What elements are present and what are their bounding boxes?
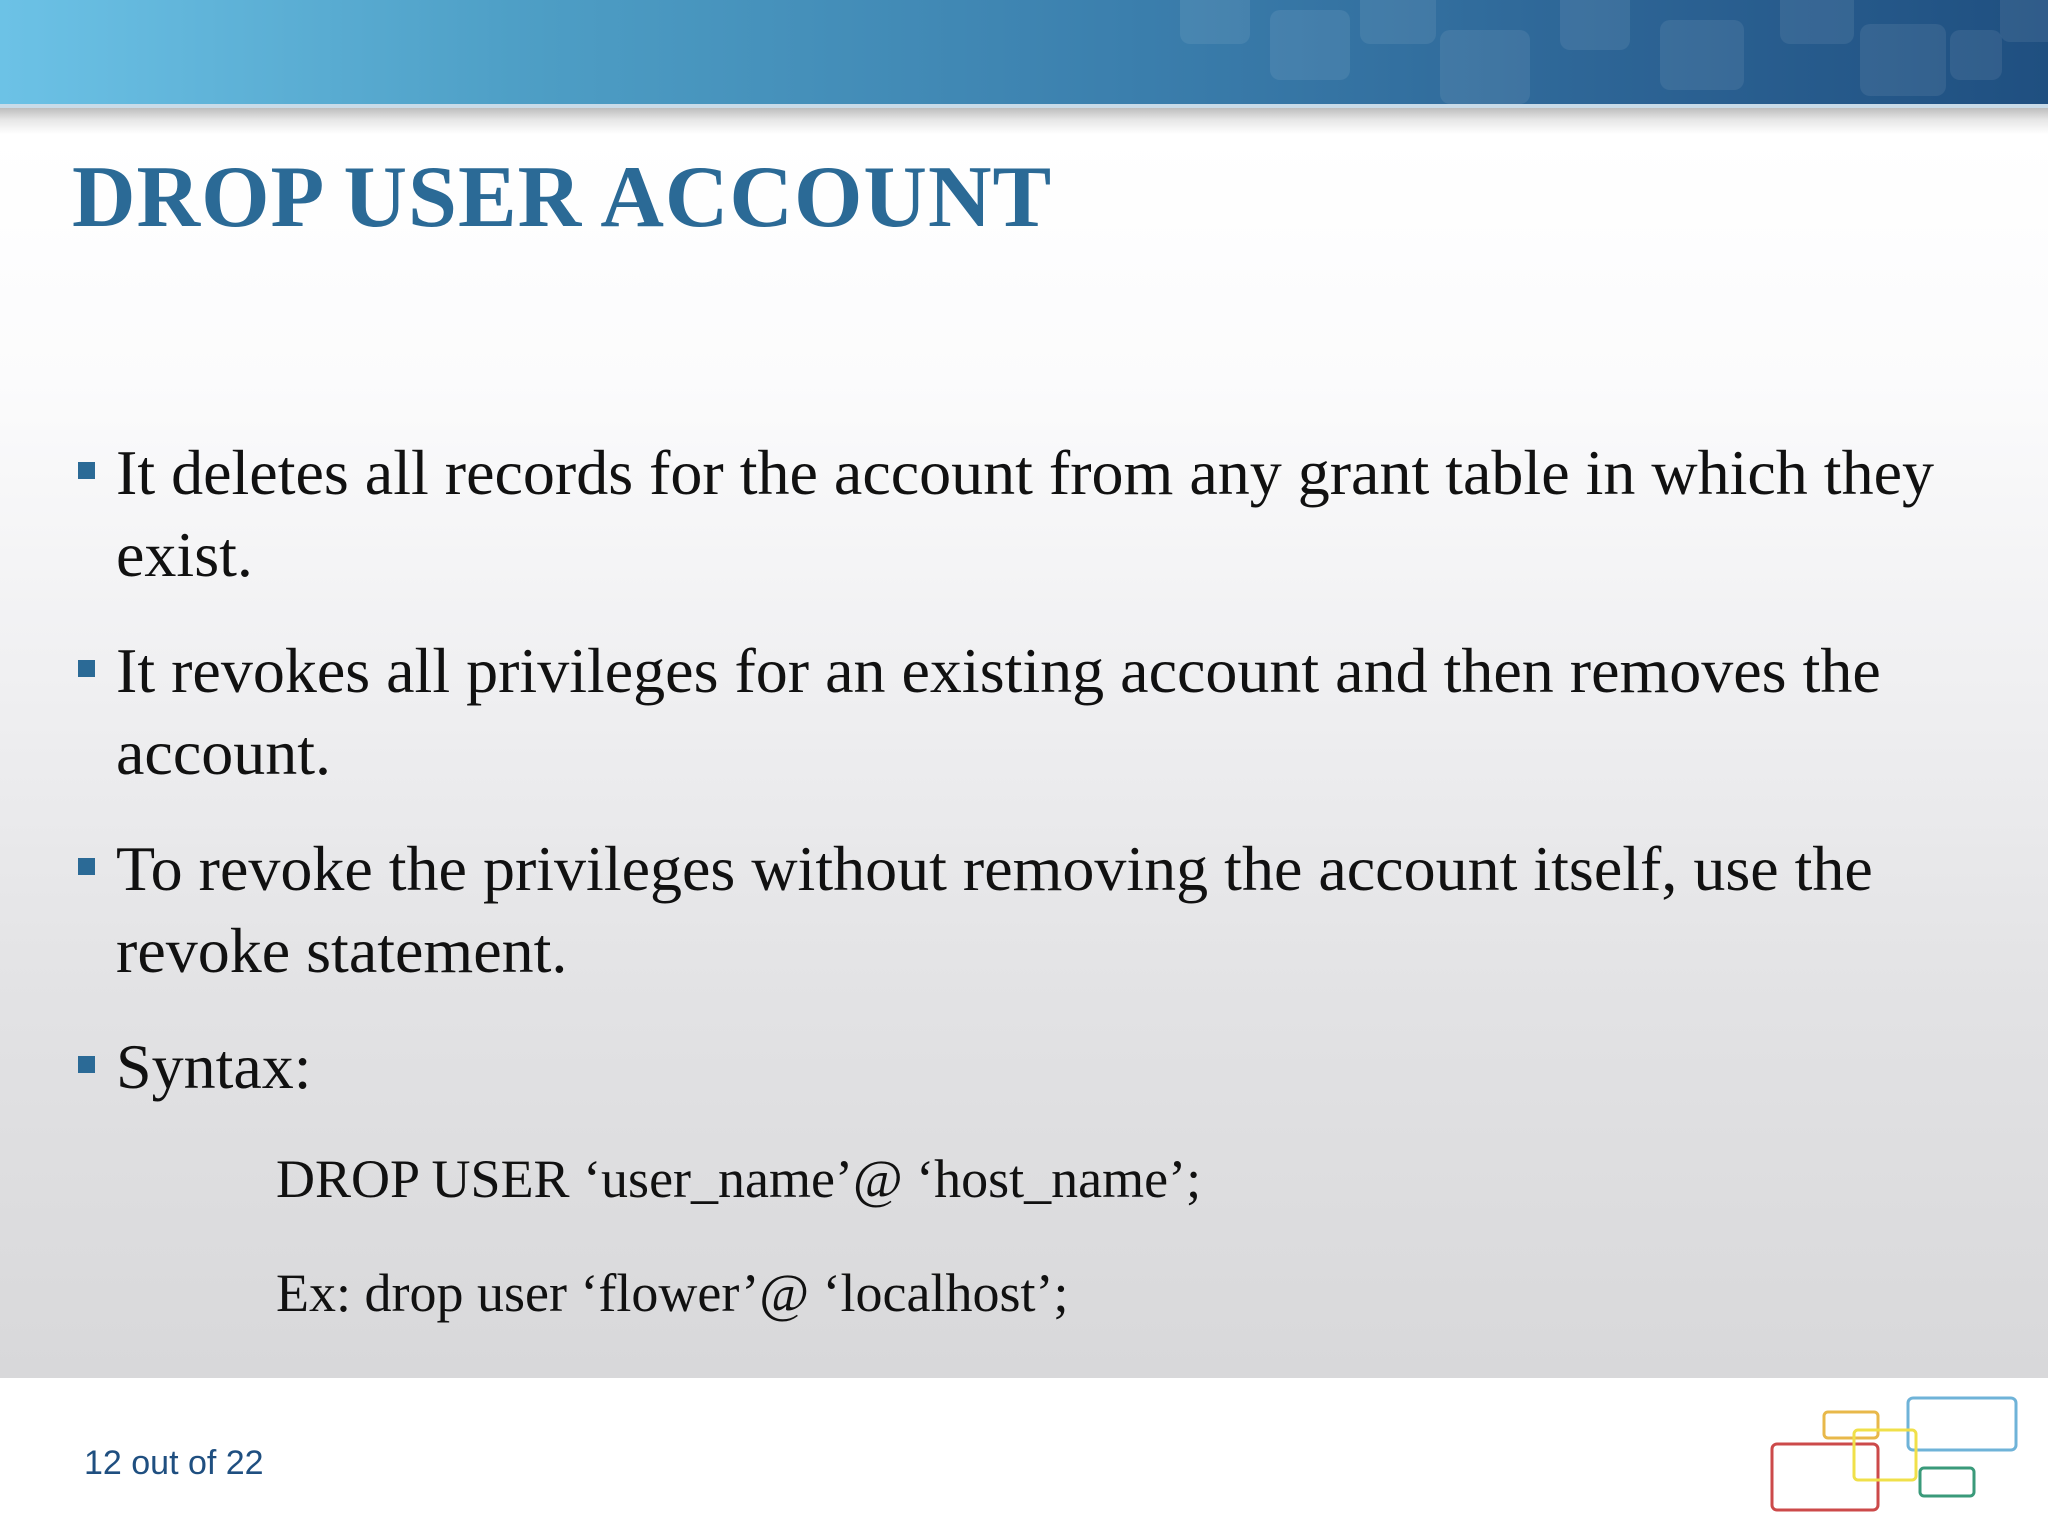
footer-background	[0, 1378, 2048, 1536]
slide-title: DROP USER ACCOUNT	[72, 149, 1053, 246]
square-bullet-icon	[78, 462, 95, 479]
bullet-text: It revokes all privileges for an existing account and then removes the account.	[116, 635, 1881, 788]
bullet-text: It deletes all records for the account from any grant table in which they exist.	[116, 437, 1934, 590]
square-bullet-icon	[78, 858, 95, 875]
bullet-text: To revoke the privileges without removing the account itself, use the revoke statement.	[116, 833, 1873, 986]
bullet-item	[76, 432, 1976, 596]
interlocking-rectangles-logo	[1770, 1396, 2024, 1516]
bullet-item	[76, 630, 1976, 794]
square-bullet-icon	[78, 1056, 95, 1073]
example-statement: Ex: drop user ‘flower’@ ‘localhost’;	[276, 1263, 1069, 1323]
bullet-text: Syntax:	[116, 1031, 312, 1102]
bullet-item	[76, 1026, 1976, 1108]
square-bullet-icon	[78, 660, 95, 677]
banner-shadow	[0, 108, 2048, 134]
bullet-list	[76, 432, 1976, 1142]
bullet-item	[76, 828, 1976, 992]
page-number: 12 out of 22	[84, 1444, 264, 1482]
header-banner	[0, 0, 2048, 104]
syntax-statement: DROP USER ‘user_name’@ ‘host_name’;	[276, 1149, 1202, 1209]
